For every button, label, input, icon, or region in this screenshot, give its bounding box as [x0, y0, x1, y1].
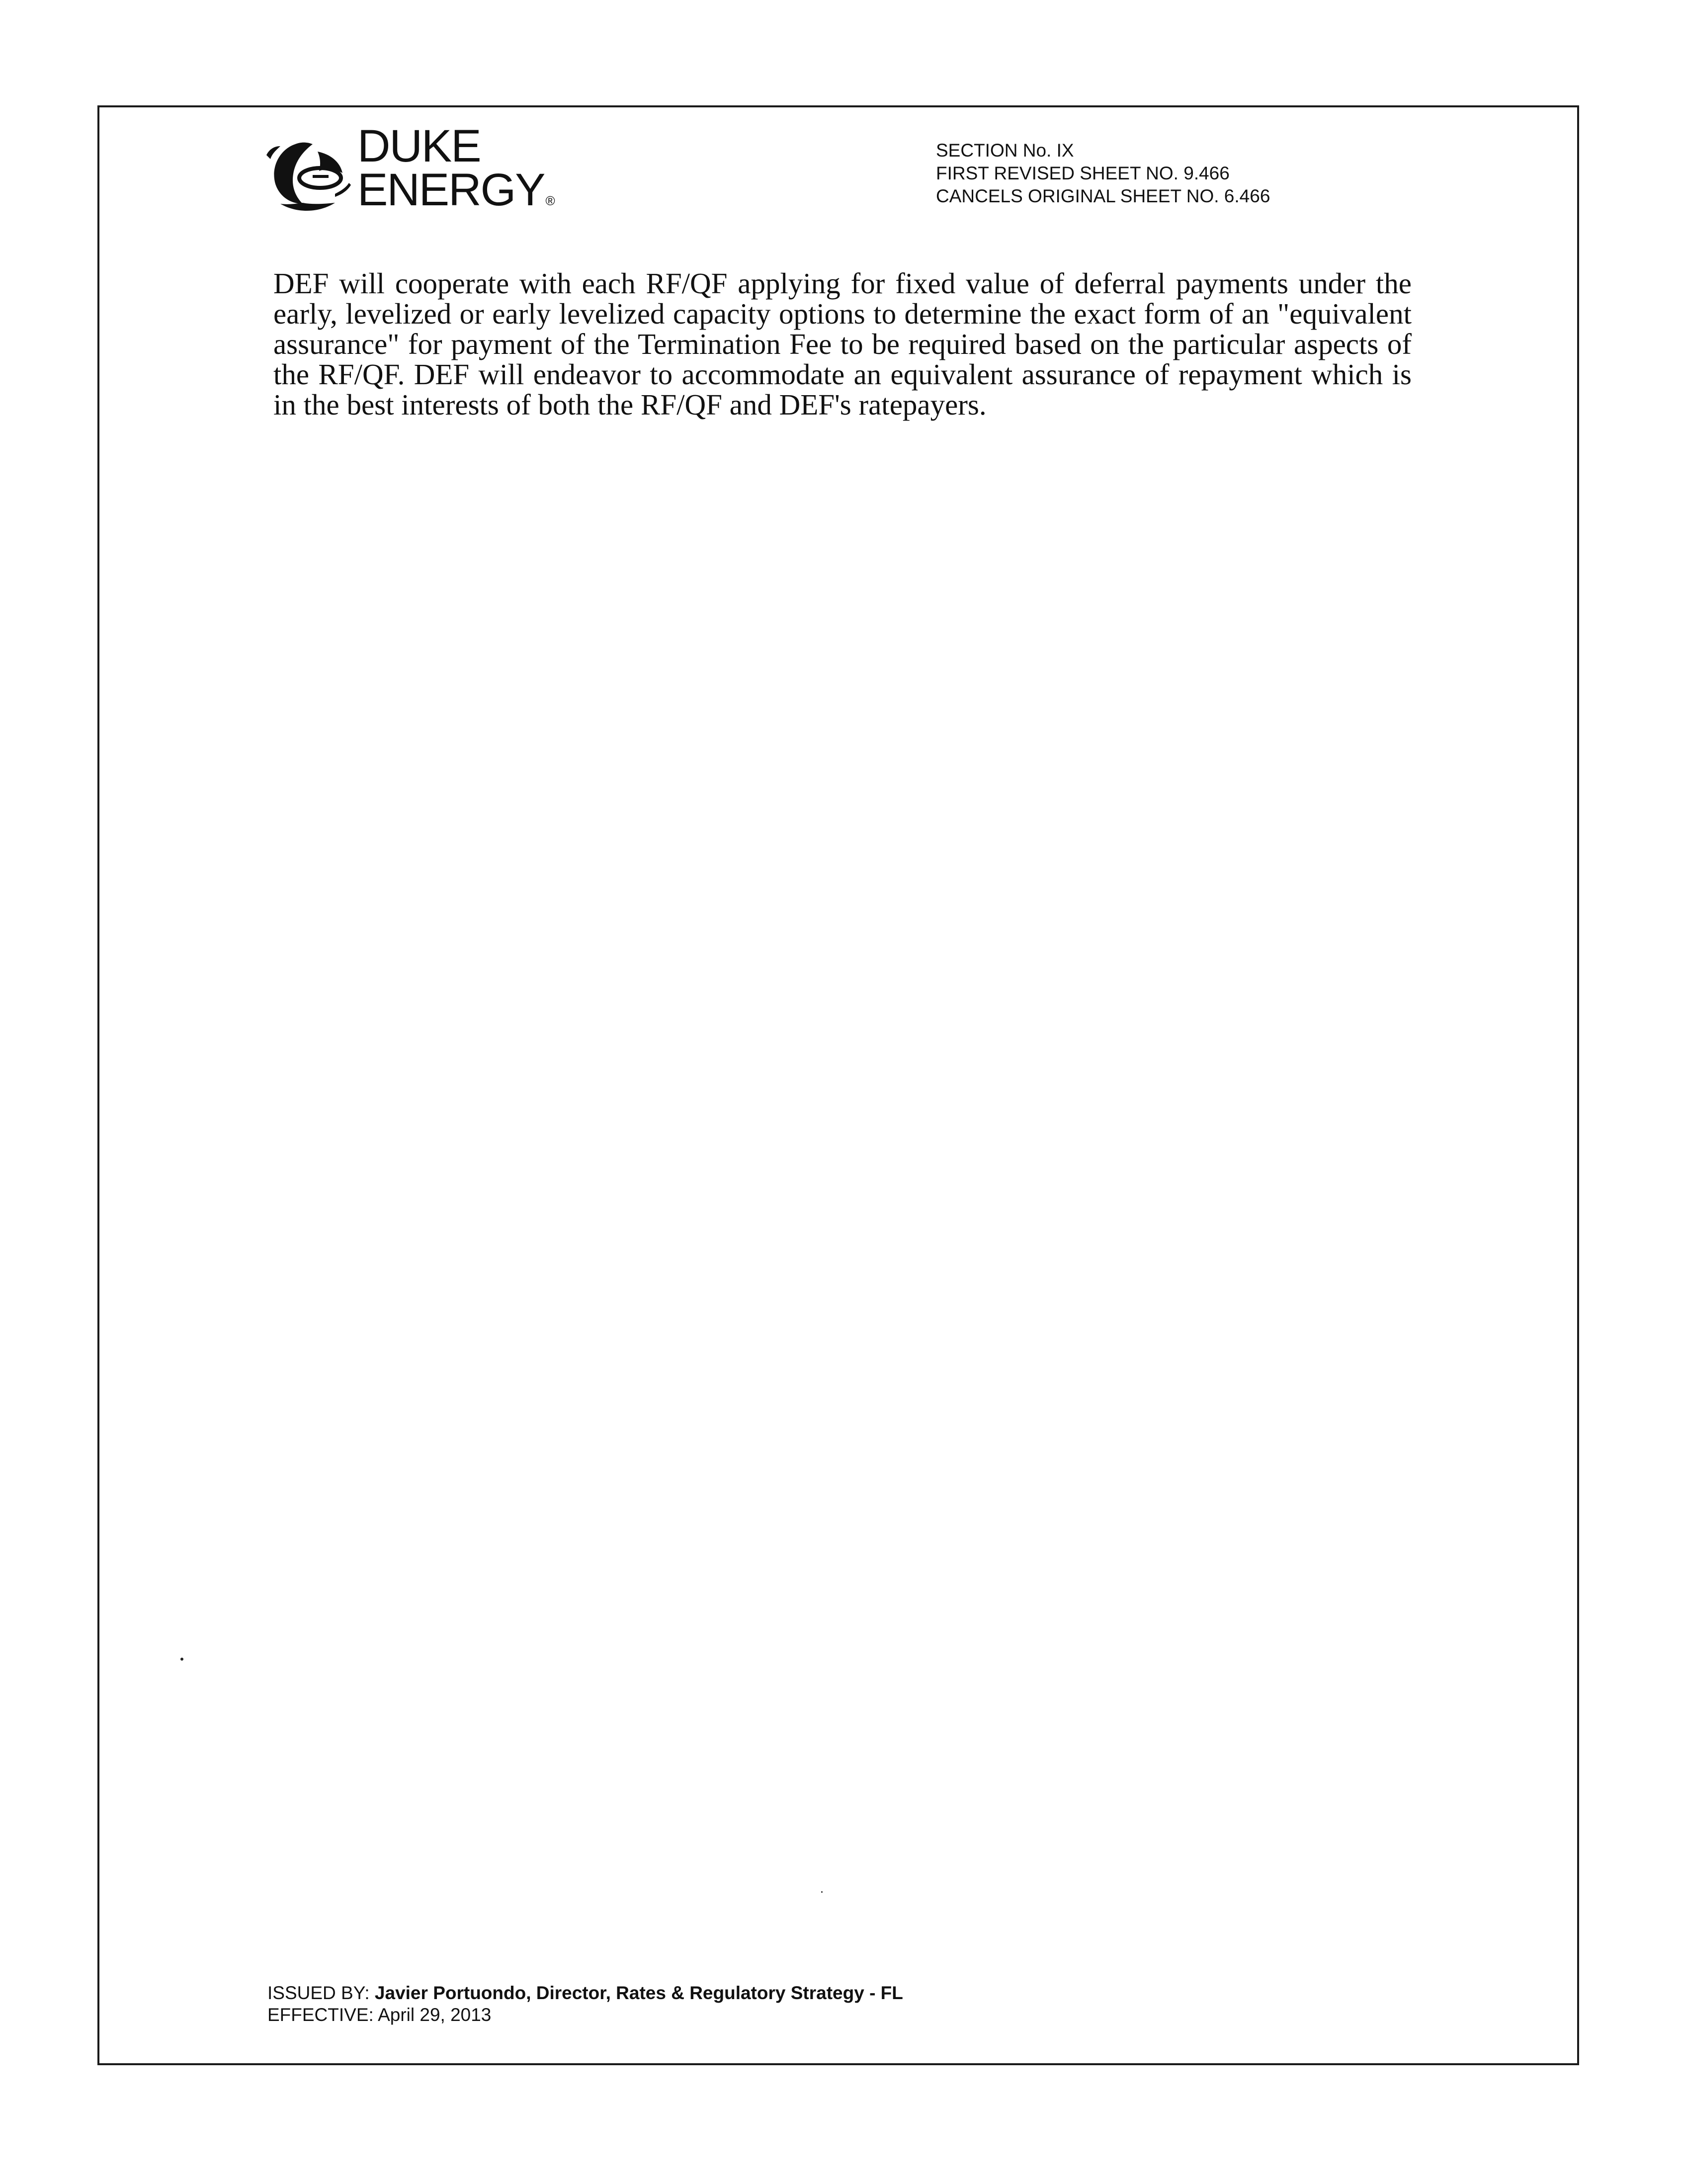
cancels-sheet-number: CANCELS ORIGINAL SHEET NO. 6.466: [936, 186, 1270, 206]
logo-line-energy: ENERGY: [357, 165, 545, 215]
logo-wordmark: [357, 121, 554, 223]
issued-by-line: [267, 1982, 903, 2004]
effective-date: April 29, 2013: [378, 2005, 492, 2025]
issued-by-label: ISSUED BY:: [267, 1983, 370, 2003]
scan-speck: [821, 1891, 823, 1893]
footer: [267, 1982, 903, 2026]
effective-label: EFFECTIVE:: [267, 2005, 374, 2025]
duke-energy-logo: [260, 121, 554, 219]
scan-speck: [180, 1658, 183, 1661]
body-paragraph: DEF will cooperate with each RF/QF applying for fixed value of deferral payments under the early, levelized or early levelized capacity options to determine the exact form of an "equivalent assurance" for payment of the Termination Fee to be required based on the particular aspects of the RF/QF. DEF will endeavor to accommodate an equivalent assurance of repayment which is in the best interests of both the RF/QF and DEF's ratepayers.: [273, 267, 1412, 421]
sheet-header: [936, 139, 1270, 208]
registered-mark: ®: [545, 193, 554, 208]
duke-energy-emblem-icon: [260, 129, 355, 219]
revised-sheet-number: FIRST REVISED SHEET NO. 9.466: [936, 163, 1230, 183]
section-number: SECTION No. IX: [936, 140, 1074, 161]
logo-line-duke: DUKE: [357, 121, 481, 171]
effective-line: [267, 2004, 903, 2026]
issued-by-value: Javier Portuondo, Director, Rates & Regulatory Strategy - FL: [374, 1983, 903, 2003]
